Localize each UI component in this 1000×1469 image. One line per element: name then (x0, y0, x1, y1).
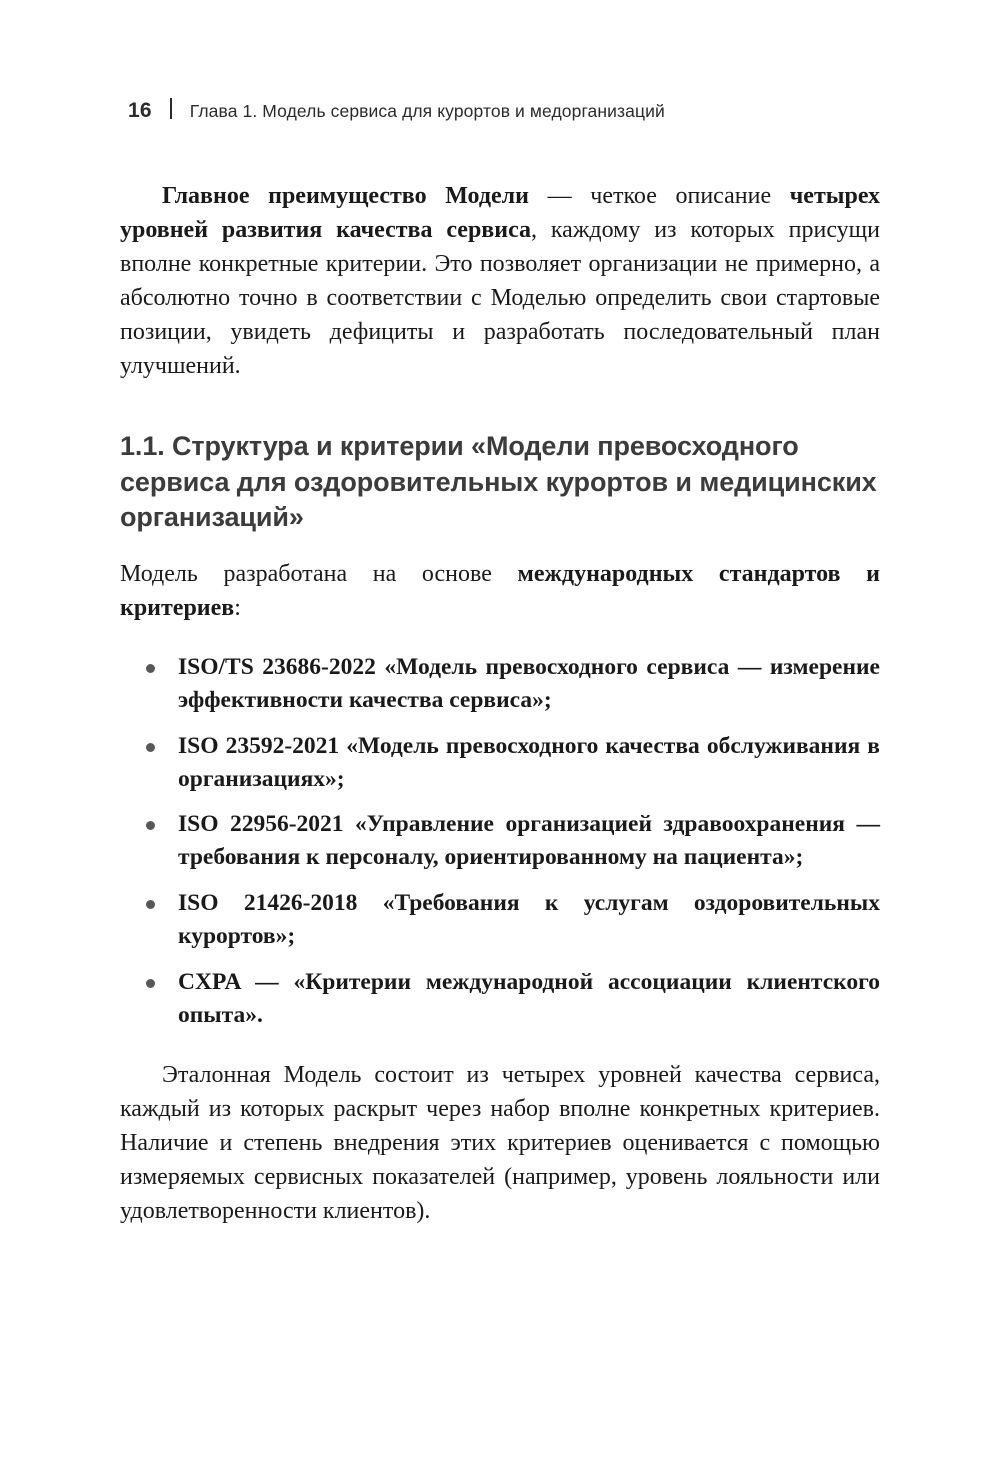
bullet-icon (146, 743, 155, 752)
list-item (120, 651, 880, 717)
list-item-text: ISO/TS 23686-2022 «Модель превосходного сервиса — измерение эффективности качества сервиса»; (178, 653, 880, 713)
bullet-icon (146, 900, 155, 909)
header-divider (170, 98, 172, 119)
list-item (120, 730, 880, 796)
bullet-icon (146, 664, 155, 673)
lead-part-2: международных стандартов и критериев (120, 560, 880, 621)
lead-part-1: Модель разработана на основе (120, 560, 518, 587)
list-item-text: ISO 23592-2021 «Модель превосходного качества обслуживания в организациях»; (178, 732, 880, 792)
intro-paragraph (120, 179, 880, 383)
list-item-text: ISO 21426-2018 «Требования к услугам оздоровительных курортов»; (178, 890, 880, 950)
bullet-icon (146, 821, 155, 830)
intro-part-3: четырех уровней развития качества сервиса (120, 183, 880, 244)
intro-part-2: — четкое описание (528, 183, 790, 209)
list-item (120, 887, 880, 953)
lead-paragraph (120, 557, 880, 625)
lead-part-3: : (234, 594, 241, 621)
intro-part-1: Главное преимущество Модели (162, 183, 529, 209)
page-number: 16 (128, 99, 152, 122)
section-heading: 1.1. Структура и критерии «Модели превосходного сервиса для оздоровительных курортов и медицинских организаций» (120, 431, 877, 532)
standards-list (120, 651, 880, 1032)
running-head (120, 96, 880, 123)
list-item (120, 808, 880, 874)
closing-paragraph: Эталонная Модель состоит из четырех уровней качества сервиса, каждый из которых раскрыт через набор вполне конкретных критериев. Наличие и степень внедрения этих критериев оценивается с помощью измеряемых сервисных показателей (например, уровень лояльности или удовлетворенности клиентов). (120, 1061, 880, 1225)
intro-part-4: , каждому из которых присущи вполне конкретные критерии. Это позволяет организации не примерно, а абсолютно точно в соответствии с Моделью определить свои стартовые позиции, увидеть дефициты и разработать последовательный план улучшений. (120, 217, 880, 380)
list-item (120, 966, 880, 1032)
chapter-title: Глава 1. Модель сервиса для курортов и медорганизаций (189, 101, 665, 121)
list-item-text: ISO 22956-2021 «Управление организацией здравоохранения — требования к персоналу, ориентированному на пациента»; (178, 811, 880, 871)
list-item-text: CXPA — «Критерии международной ассоциации клиентского опыта». (178, 969, 880, 1028)
bullet-icon (146, 979, 155, 988)
